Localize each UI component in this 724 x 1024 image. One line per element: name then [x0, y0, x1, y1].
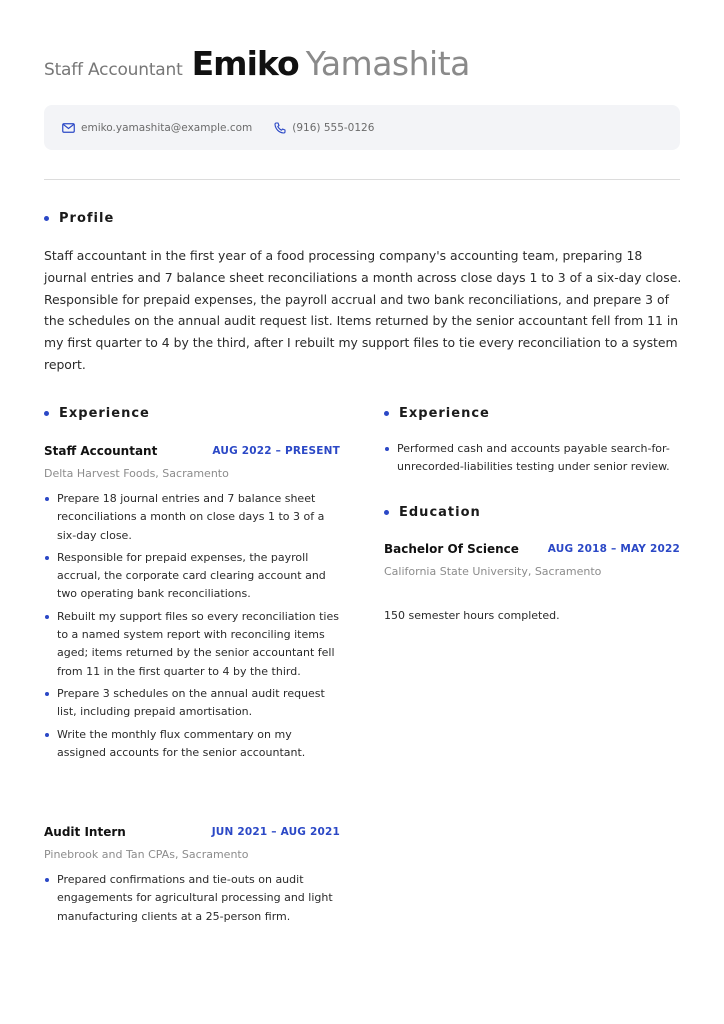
email-contact[interactable] [62, 122, 252, 134]
bullet-dot [384, 510, 389, 515]
experience-continued-bullets [384, 440, 680, 481]
profile-heading [44, 211, 114, 226]
education-note: 150 semester hours completed. [384, 609, 560, 622]
experience-heading [44, 406, 150, 421]
education-dates: AUG 2018 – MAY 2022 [547, 543, 680, 555]
list-item: Write the monthly flux commentary on my assigned accounts for the senior accountant. [44, 726, 342, 763]
list-item: Prepare 3 schedules on the annual audit request list, including prepaid amortisation. [44, 685, 342, 722]
list-item: Responsible for prepaid expenses, the payroll accrual, the corporate card clearing account and two operating bank reconciliations. [44, 549, 342, 604]
bullet-dot [384, 411, 389, 416]
education-heading-text: Education [399, 505, 481, 520]
experience-heading-text: Experience [59, 406, 150, 421]
list-item: Prepare 18 journal entries and 7 balance sheet reconciliations a month on close days 1 to 3 of a six-day close. [44, 490, 342, 545]
experience-continued-heading [384, 406, 490, 421]
job-title: Audit Intern [44, 825, 126, 839]
job-bullets [44, 871, 342, 930]
job-company: Delta Harvest Foods, Sacramento [44, 467, 229, 480]
list-item: Prepared confirmations and tie-outs on audit engagements for agricultural processing and light manufacturing clients at a 25-person firm. [44, 871, 342, 926]
bullet-dot [44, 216, 49, 221]
education-heading [384, 505, 481, 520]
job-dates: JUN 2021 – AUG 2021 [211, 826, 340, 838]
job-title: Staff Accountant [44, 444, 158, 458]
job-bullets [44, 490, 342, 766]
last-name: Yamashita [305, 44, 470, 83]
list-item: Performed cash and accounts payable search-for-unrecorded-liabilities testing under senior review. [384, 440, 680, 477]
phone-contact[interactable] [274, 122, 374, 134]
phone-icon [274, 122, 286, 134]
experience-continued-heading-text: Experience [399, 406, 490, 421]
job-dates: AUG 2022 – PRESENT [212, 445, 340, 457]
phone-text: (916) 555-0126 [292, 121, 375, 134]
job-role: Staff Accountant [44, 60, 183, 80]
degree-title: Bachelor Of Science [384, 542, 519, 556]
resume-header [44, 44, 684, 90]
first-name: Emiko [191, 44, 299, 83]
list-item: Rebuilt my support files so every reconciliation ties to a named system report with reconciling items aged; items returned by the senior accountant fell from 11 in the first quarter to 4 by the third. [44, 608, 342, 681]
header-divider [44, 179, 680, 180]
contact-bar [44, 105, 680, 150]
bullet-dot [44, 411, 49, 416]
job-company: Pinebrook and Tan CPAs, Sacramento [44, 848, 249, 861]
school-name: California State University, Sacramento [384, 565, 602, 578]
mail-icon [62, 123, 75, 133]
profile-summary: Staff accountant in the first year of a food processing company's accounting team, preparing 18 journal entries and 7 balance sheet reconciliations a month across close days 1 to 3 of a six-day close. Responsible for prepaid expenses, the payroll accrual and two bank reconciliations, and prepare 3 of the schedules on the annual audit request list. Items returned by the senior accountant fell from 11 in my first quarter to 4 by the third, after I rebuilt my support files to tie every reconciliation to a system report. [44, 248, 682, 372]
profile-heading-text: Profile [59, 211, 115, 226]
email-text: emiko.yamashita@example.com [81, 121, 253, 134]
